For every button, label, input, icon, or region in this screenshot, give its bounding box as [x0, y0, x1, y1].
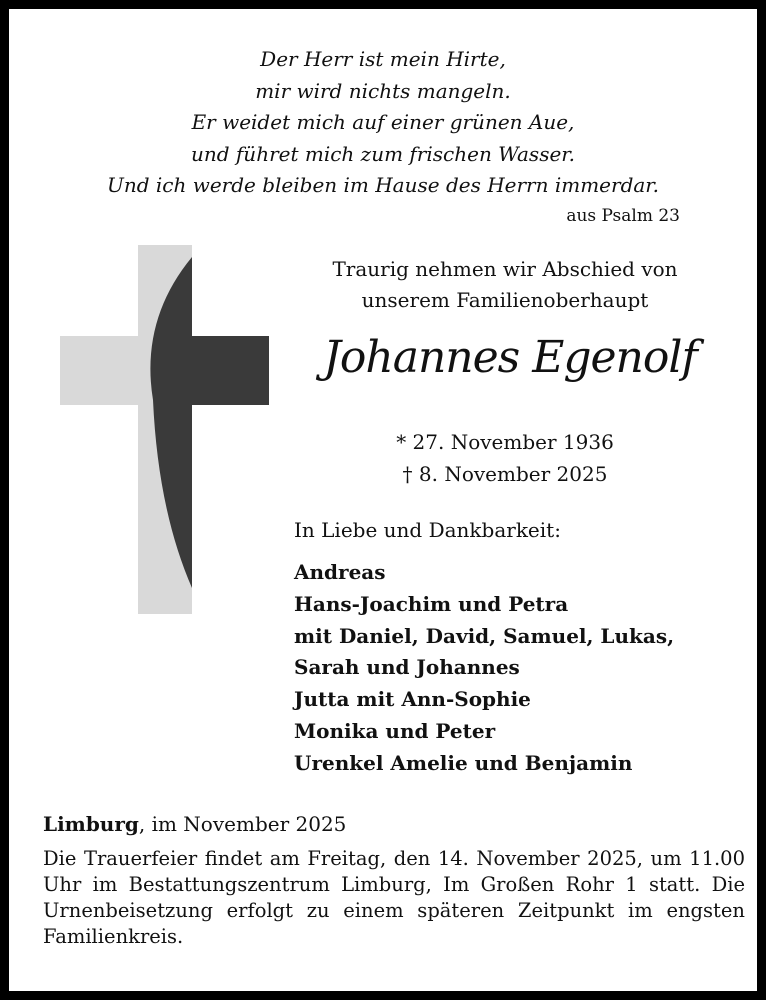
cross-shadow-arm	[192, 336, 269, 405]
deceased-name: Johannes Egenolf	[323, 332, 697, 383]
intro-line: unserem Familienoberhaupt	[361, 288, 649, 312]
family-member: Monika und Peter	[294, 718, 496, 743]
birth-date: * 27. November 1936	[396, 430, 614, 454]
place-city: Limburg	[43, 812, 139, 836]
family-member: Hans-Joachim und Petra	[294, 591, 569, 616]
family-member: Andreas	[294, 560, 386, 584]
psalm-line: und führet mich zum frischen Wasser.	[190, 141, 576, 166]
funeral-notice: Die Trauerfeier findet am Freitag, den 14. November 2025, um 11.00 Uhr im Bestattungszentrum Limburg, Im Großen Rohr 1 statt. Die Urnenbeisetzung erfolgt zu einem späteren Zeitpunkt im engsten Familienkreis.	[43, 847, 745, 948]
thanks-line: In Liebe und Dankbarkeit:	[294, 518, 561, 542]
psalm-line: Er weidet mich auf einer grünen Aue,	[191, 110, 575, 134]
family-member: mit Daniel, David, Samuel, Lukas,	[294, 623, 675, 648]
life-dates	[280, 426, 730, 490]
place-date	[43, 812, 346, 836]
psalm-line: Der Herr ist mein Hirte,	[260, 47, 506, 71]
family-member: Urenkel Amelie und Benjamin	[294, 750, 633, 775]
intro-line: Traurig nehmen wir Abschied von	[332, 257, 678, 281]
family-list	[294, 557, 674, 780]
death-date: † 8. November 2025	[402, 462, 608, 486]
psalm-line: mir wird nichts mangeln.	[255, 78, 511, 103]
family-member: Jutta mit Ann-Sophie	[294, 687, 531, 712]
intro-text	[280, 254, 730, 316]
family-member: Sarah und Johannes	[294, 655, 520, 680]
psalm-source: aus Psalm 23	[566, 206, 680, 226]
cross-icon	[0, 0, 300, 640]
place-date-text: , im November 2025	[138, 812, 347, 836]
psalm-line: Und ich werde bleiben im Hause des Herrn immerdar.	[106, 173, 660, 197]
